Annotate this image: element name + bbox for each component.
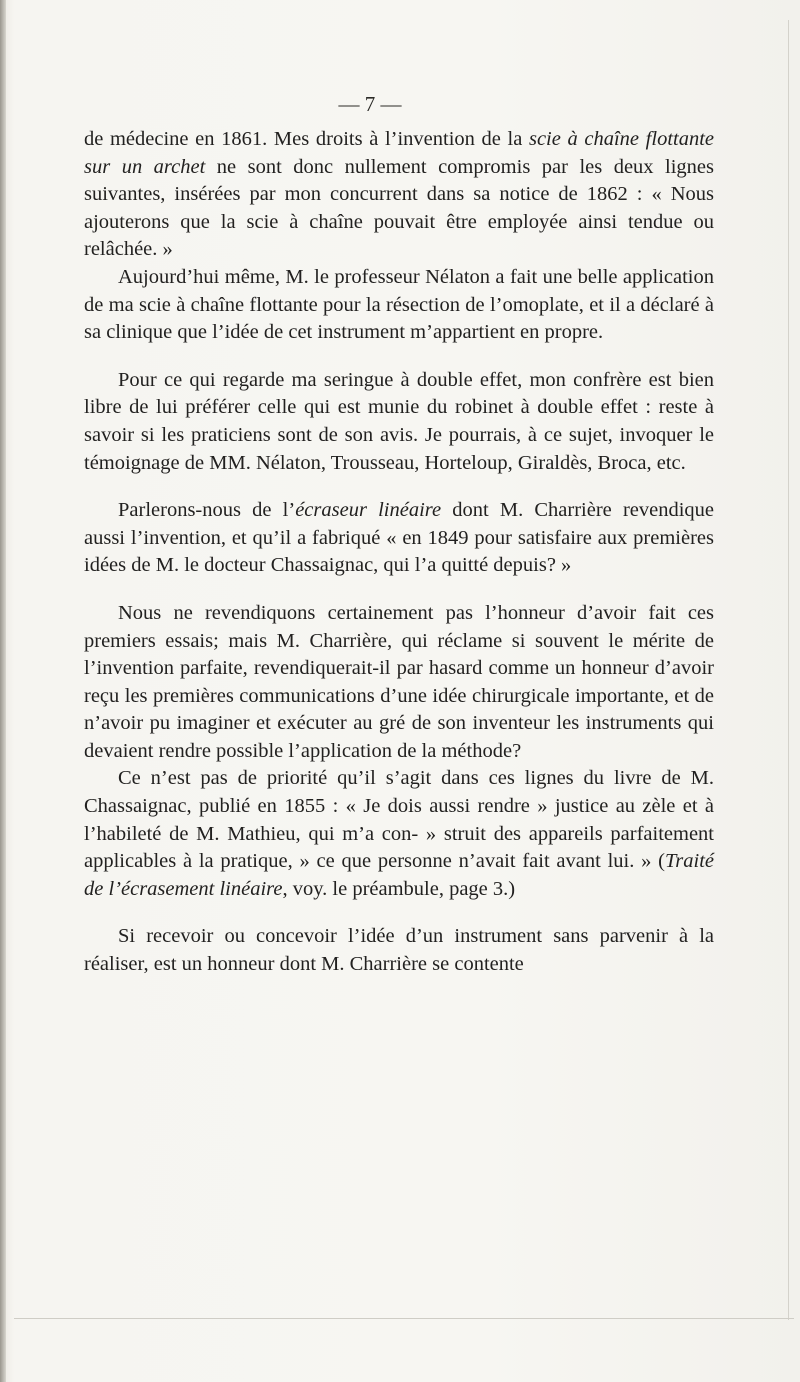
text-run: , voy. le préambule, page 3.) bbox=[282, 877, 516, 900]
paragraph bbox=[84, 367, 714, 477]
text-run: Ce n’est pas de priorité qu’il s’agit dans ces lignes du livre de M. Chassaignac, publié en 1855 : « Je dois aussi rendre » justice au zèle et à l’habileté de M. Mathieu, qui m’a con- » struit des appareils parfaitement applicables à la pratique, » ce que personne n’avait fait avant lui. » ( bbox=[84, 767, 714, 873]
paragraph bbox=[84, 923, 714, 978]
body-text bbox=[84, 126, 714, 979]
text-run: Pour ce qui regarde ma seringue à double effet, mon confrère est bien libre de lui préférer celle qui est munie du robinet à double effet : reste à savoir si les praticiens sont de son avis. Je pourrais, à ce sujet, invoquer le témoignage de MM. Nélaton, Trousseau, Horteloup, Giraldès, Broca, etc. bbox=[84, 368, 714, 474]
binding-edge bbox=[0, 0, 6, 1382]
page-edge-line bbox=[788, 20, 789, 1320]
text-run: Si recevoir ou concevoir l’idée d’un instrument sans parvenir à la réaliser, est un honneur dont M. Charrière se contente bbox=[84, 925, 714, 976]
paragraph bbox=[84, 600, 714, 766]
text-run: Parlerons-nous de l’ bbox=[118, 499, 296, 522]
text-run: dont M. Charrière revendique aussi l’invention, et qu’il a fabriqué « en 1849 pour satisfaire aux premières idées de M. le docteur Chassaignac, qui l’a quitté depuis? » bbox=[84, 499, 715, 577]
text-run: Nous ne revendiquons certainement pas l’honneur d’avoir fait ces premiers essais; mais M. Charrière, qui réclame si souvent le mérite de l’invention parfaite, revendiquerait-il par hasard comme un honneur d’avoir reçu les premières communications d’une idée chirurgicale importante, et de n’avoir pu imaginer et exécuter au gré de son inventeur les instruments qui devaient rendre possible l’application de la méthode? bbox=[84, 601, 714, 762]
page-bottom-line bbox=[14, 1318, 794, 1319]
italic-text: scie à chaîne flottante sur un archet bbox=[84, 128, 715, 178]
page-number: — 7 — bbox=[338, 92, 402, 116]
text-run: Aujourd’hui même, M. le professeur Nélaton a fait une belle application de ma scie à chaîne flottante pour la résection de l’omoplate, et il a déclaré à sa clinique que l’idée de cet instrument m’appartient en propre. bbox=[84, 265, 714, 344]
text-run: ne sont donc nullement compromis par les deux lignes suivantes, insérées par mon concurrent dans sa notice de 1862 : « Nous ajouterons que la scie à chaîne pouvait être employée ainsi tendue ou relâchée. » bbox=[84, 155, 714, 261]
paragraph bbox=[84, 497, 714, 580]
italic-text: Traité de l’écrasement linéaire bbox=[84, 850, 714, 900]
paragraph bbox=[84, 765, 714, 903]
text-run: de médecine en 1861. Mes droits à l’invention de la bbox=[84, 128, 529, 150]
italic-text: écraseur linéaire bbox=[295, 499, 442, 522]
paragraph bbox=[84, 126, 714, 264]
paragraph bbox=[84, 264, 714, 347]
